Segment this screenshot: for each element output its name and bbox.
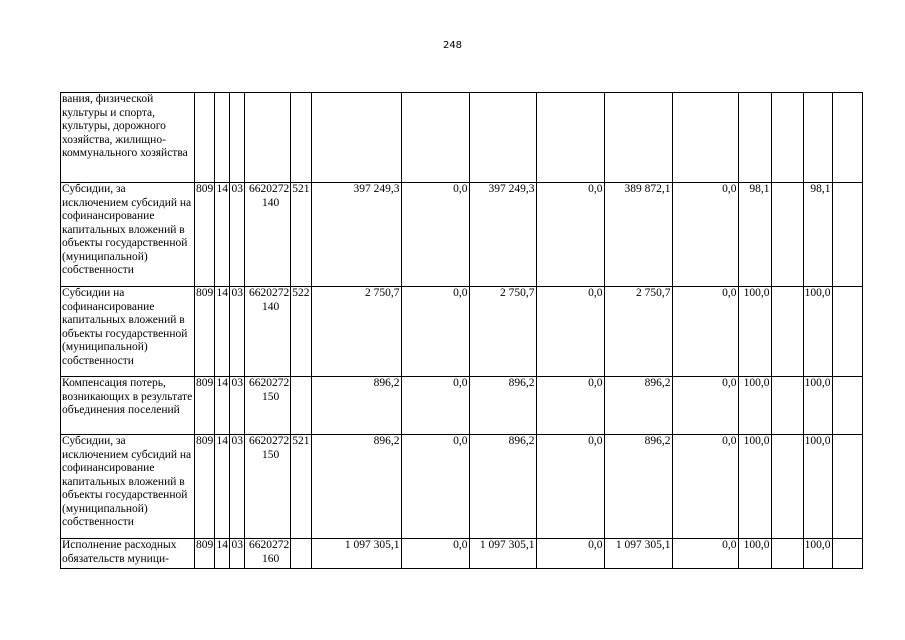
cell-value-2: 0,0 — [401, 435, 469, 539]
cell-vr — [291, 93, 311, 183]
cell-csr — [245, 93, 291, 183]
cell-empty — [832, 377, 862, 435]
table-row — [61, 287, 863, 377]
cell-ved: 809 — [195, 287, 215, 377]
cell-value-2: 0,0 — [401, 183, 469, 287]
cell-value-5: 389 872,1 — [604, 183, 672, 287]
cell-value-4: 0,0 — [536, 539, 604, 569]
cell-value-3: 896,2 — [469, 377, 536, 435]
cell-value-9: 100,0 — [803, 287, 832, 377]
table-row — [61, 93, 863, 183]
cell-vr — [291, 377, 311, 435]
cell-csr — [245, 539, 291, 569]
cell-vr: 521 — [291, 435, 311, 539]
cell-ved: 809 — [195, 435, 215, 539]
cell-value-8 — [771, 287, 803, 377]
cell-rz: 14 — [215, 287, 230, 377]
cell-pr — [230, 93, 245, 183]
cell-value-7: 100,0 — [738, 435, 771, 539]
cell-value-6 — [672, 93, 738, 183]
cell-csr — [245, 377, 291, 435]
cell-value-1 — [311, 93, 401, 183]
csr-line1: 6620272 — [249, 377, 290, 389]
table-row — [61, 183, 863, 287]
row-name: Исполнение расходных обязательств муници- — [61, 539, 195, 569]
cell-value-7: 100,0 — [738, 287, 771, 377]
cell-value-4: 0,0 — [536, 377, 604, 435]
row-name: Компенсация потерь, возникающих в результате объединения поселений — [61, 377, 195, 435]
cell-value-6: 0,0 — [672, 377, 738, 435]
cell-value-1: 397 249,3 — [311, 183, 401, 287]
csr-line2: 150 — [262, 390, 280, 403]
cell-csr — [245, 287, 291, 377]
cell-value-1: 1 097 305,1 — [311, 539, 401, 569]
cell-value-9: 100,0 — [803, 539, 832, 569]
cell-value-6: 0,0 — [672, 183, 738, 287]
cell-ved: 809 — [195, 539, 215, 569]
cell-value-7: 100,0 — [738, 539, 771, 569]
cell-empty — [832, 539, 862, 569]
cell-value-5: 896,2 — [604, 377, 672, 435]
cell-rz: 14 — [215, 377, 230, 435]
cell-value-3: 397 249,3 — [469, 183, 536, 287]
cell-csr — [245, 435, 291, 539]
cell-value-9: 100,0 — [803, 377, 832, 435]
cell-value-3: 1 097 305,1 — [469, 539, 536, 569]
cell-value-8 — [771, 435, 803, 539]
cell-empty — [832, 93, 862, 183]
cell-value-6: 0,0 — [672, 539, 738, 569]
cell-value-3: 2 750,7 — [469, 287, 536, 377]
cell-value-1: 896,2 — [311, 377, 401, 435]
csr-line1: 6620272 — [249, 287, 290, 299]
cell-value-8 — [771, 377, 803, 435]
csr-line2: 140 — [262, 196, 280, 209]
cell-value-2: 0,0 — [401, 377, 469, 435]
cell-value-9: 98,1 — [803, 183, 832, 287]
cell-value-2: 0,0 — [401, 539, 469, 569]
cell-value-4: 0,0 — [536, 287, 604, 377]
cell-value-7 — [738, 93, 771, 183]
cell-value-2: 0,0 — [401, 287, 469, 377]
cell-pr: 03 — [230, 377, 245, 435]
cell-value-5 — [604, 93, 672, 183]
cell-value-8 — [771, 539, 803, 569]
page-number: 248 — [442, 40, 463, 51]
csr-line2: 160 — [262, 552, 280, 565]
csr-line2: 150 — [262, 448, 280, 461]
cell-vr: 522 — [291, 287, 311, 377]
cell-rz: 14 — [215, 539, 230, 569]
cell-rz: 14 — [215, 435, 230, 539]
csr-line1: 6620272 — [249, 435, 290, 447]
cell-value-9 — [803, 93, 832, 183]
table-row — [61, 377, 863, 435]
row-name: Субсидии, за исключением субсидий на софинансирование капитальных вложений в объекты государственной (муниципальной) собственности — [61, 183, 195, 287]
cell-csr — [245, 183, 291, 287]
cell-pr: 03 — [230, 287, 245, 377]
cell-rz — [215, 93, 230, 183]
cell-value-7: 100,0 — [738, 377, 771, 435]
table-row — [61, 435, 863, 539]
cell-ved: 809 — [195, 377, 215, 435]
budget-table — [60, 92, 863, 569]
cell-value-3 — [469, 93, 536, 183]
cell-rz: 14 — [215, 183, 230, 287]
cell-ved: 809 — [195, 183, 215, 287]
cell-value-5: 896,2 — [604, 435, 672, 539]
cell-value-7: 98,1 — [738, 183, 771, 287]
cell-value-5: 1 097 305,1 — [604, 539, 672, 569]
cell-value-4 — [536, 93, 604, 183]
cell-value-9: 100,0 — [803, 435, 832, 539]
cell-value-6: 0,0 — [672, 435, 738, 539]
cell-value-5: 2 750,7 — [604, 287, 672, 377]
cell-pr: 03 — [230, 435, 245, 539]
cell-empty — [832, 287, 862, 377]
table-row — [61, 539, 863, 569]
cell-value-6: 0,0 — [672, 287, 738, 377]
cell-pr: 03 — [230, 539, 245, 569]
cell-value-4: 0,0 — [536, 183, 604, 287]
row-name: вания, физической культуры и спорта, культуры, дорожного хозяйства, жилищно-коммунального хозяйства — [61, 93, 195, 183]
cell-empty — [832, 183, 862, 287]
cell-value-8 — [771, 183, 803, 287]
cell-vr: 521 — [291, 183, 311, 287]
csr-line1: 6620272 — [249, 539, 290, 551]
cell-ved — [195, 93, 215, 183]
cell-value-8 — [771, 93, 803, 183]
cell-value-1: 2 750,7 — [311, 287, 401, 377]
row-name: Субсидии, за исключением субсидий на софинансирование капитальных вложений в объекты государственной (муниципальной) собственности — [61, 435, 195, 539]
cell-value-3: 896,2 — [469, 435, 536, 539]
cell-vr — [291, 539, 311, 569]
csr-line2: 140 — [262, 300, 280, 313]
cell-value-1: 896,2 — [311, 435, 401, 539]
row-name: Субсидии на софинансирование капитальных вложений в объекты государственной (муниципальной) собственности — [61, 287, 195, 377]
csr-line1: 6620272 — [249, 183, 290, 195]
cell-value-2 — [401, 93, 469, 183]
cell-pr: 03 — [230, 183, 245, 287]
cell-value-4: 0,0 — [536, 435, 604, 539]
cell-empty — [832, 435, 862, 539]
